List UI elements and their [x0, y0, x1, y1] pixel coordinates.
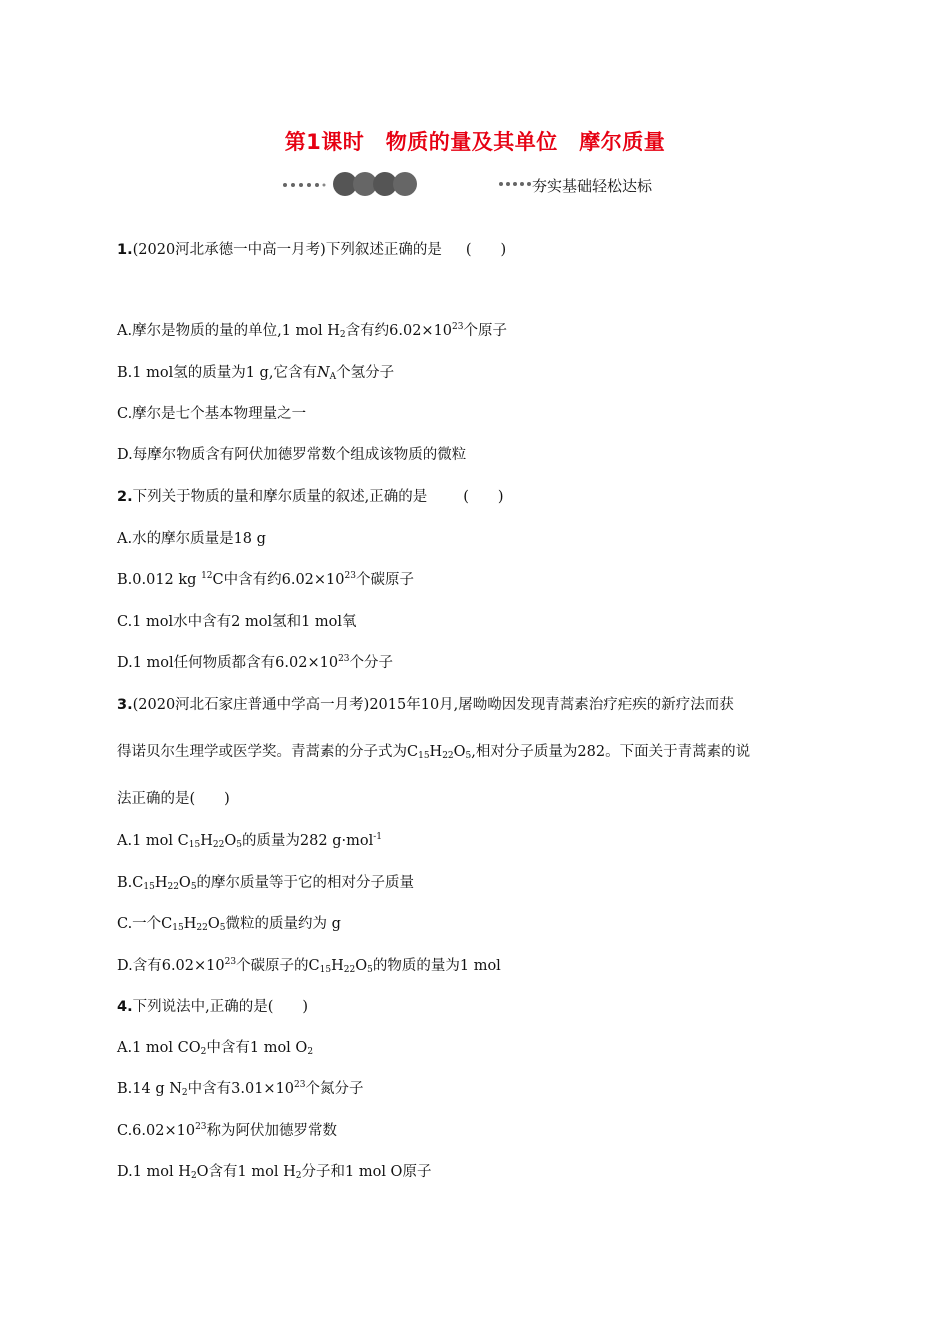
- question-4-option-b: B.14 g $N_2$中含有$3.01\times 10^{23}$个氮分子: [117, 1080, 364, 1098]
- question-3-option-c: C.一个$C_{15}H_{22}O_5$微粒的质量约为 g: [117, 916, 341, 933]
- question-1-option-a: A.摩尔是物质的量的单位,1 mol $H_2$含有约$6.02\times 10^{23}$个原子: [117, 322, 507, 340]
- circles-decoration: [332, 171, 422, 197]
- question-3-option-b: $B.C_{15}H_{22}O_5$的摩尔质量等于它的相对分子质量: [117, 875, 415, 892]
- banner-label: 夯实基础轻松达标: [532, 177, 653, 195]
- question-3-stem-line-2: 得诺贝尔生理学或医学奖。青蒿素的分子式为$C_{15}H_{22}O_5$,相对分子质量为282。下面关于青蒿素的说: [117, 744, 751, 761]
- question-2-option-d: D.1 mol任何物质都含有$6.02\times 10^{23}$个分子: [117, 654, 394, 671]
- question-3-stem-line-1: 3.(2020河北石家庄普通中学高一月考)2015年10月,屠呦呦因发现青蒿素治疗疟疾的新疗法而获: [117, 697, 734, 713]
- question-2-option-b: B.0.012 kg $^{12}$C中含有约$6.02\times 10^{23}$个碳原子: [117, 571, 414, 588]
- dots-decoration-left: [282, 181, 332, 189]
- question-2-option-a: A.水的摩尔质量是18 g: [117, 531, 266, 547]
- dots-decoration-right: [498, 180, 534, 188]
- section-banner: [280, 170, 700, 200]
- question-2-stem: 2.下列关于物质的量和摩尔质量的叙述,正确的是 ( ): [117, 489, 504, 505]
- question-2-option-c: C.1 mol水中含有2 mol氢和1 mol氧: [117, 614, 357, 630]
- question-1-stem: 1.(2020河北承德一中高一月考)下列叙述正确的是 ( ): [117, 242, 507, 258]
- question-3-option-a: A.1 mol $C_{15}H_{22}O_5$的质量为282 g·mol$^{-1}$: [117, 832, 383, 850]
- question-4-stem: 4.下列说法中,正确的是( ): [117, 999, 309, 1015]
- question-1-option-c: C.摩尔是七个基本物理量之一: [117, 406, 307, 422]
- question-1-option-d: D.每摩尔物质含有阿伏加德罗常数个组成该物质的微粒: [117, 447, 467, 463]
- question-4-option-a: A.1 mol $CO_2$中含有1 mol $O_2$: [117, 1040, 314, 1057]
- page-title: 第1课时 物质的量及其单位 摩尔质量: [284, 130, 666, 154]
- question-4-option-d: D.1 mol $H_2O$含有1 mol $H_2$分子和1 mol O原子: [117, 1164, 432, 1181]
- question-3-option-d: D.含有$6.02\times 10^{23}$个碳原子的$C_{15}H_{22}O_5$的物质的量为1 mol: [117, 957, 501, 975]
- question-4-option-c: $C.6.02\times 10^{23}$称为阿伏加德罗常数: [117, 1122, 338, 1139]
- question-1-option-b: B.1 mol氢的质量为1 g,它含有$N_A$个氢分子: [117, 365, 395, 382]
- question-3-stem-line-3: 法正确的是( ): [117, 791, 230, 807]
